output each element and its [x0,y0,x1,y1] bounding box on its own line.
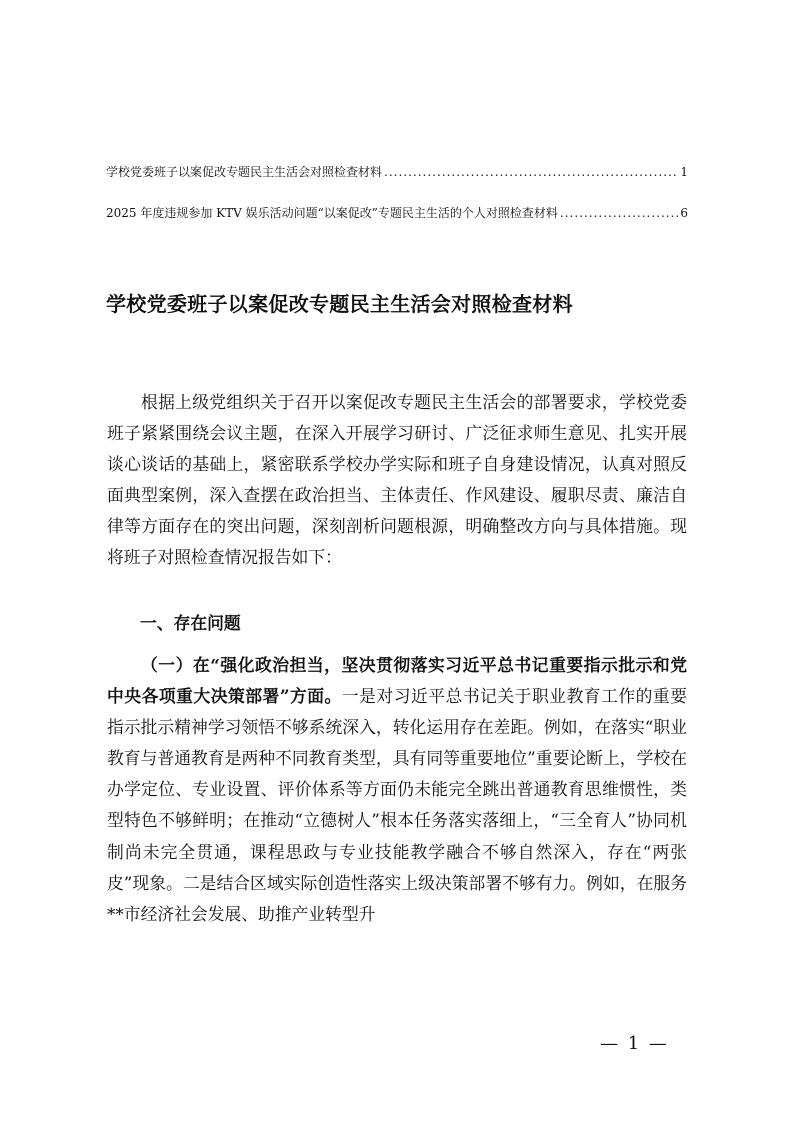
intro-paragraph: 根据上级党组织关于召开以案促改专题民主生活会的部署要求，学校党委班子紧紧围绕会议主题，在深入开展学习研讨、广泛征求师生意见、扎实开展谈心谈话的基础上，紧密联系学校办学实际和班子自身建设情况，认真对照反面典型案例，深入查摆在政治担当、主体责任、作风建设、履职尽责、廉洁自律等方面存在的突出问题，深刻剖析问题根源，明确整改方向与具体措施。现将班子对照检查情况报告如下： [107,392,687,568]
toc-entry-title: 学校党委班子以案促改专题民主生活会对照检查材料 [106,165,383,179]
section-heading: 一、存在问题 [140,613,241,633]
toc-leader-dots [560,205,678,221]
section-body: 一是对习近平总书记关于职业教育工作的重要指示批示精神学习领悟不够系统深入，转化运用存在差距。例如，在落实“职业教育与普通教育是两种不同教育类型，具有同等重要地位”重要论断上，学校在办学定位、专业设置、评价体系等方面仍未能完全跳出普通教育思维惯性，类型特色不够鲜明；在推动“立德树人”根本任务落实落细上，“三全育人”协同机制尚未完全贯通，课程思政与专业技能教学融合不够自然深入，存在“两张皮”现象。二是结合区域实际创造性落实上级决策部署不够有力。例如，在服务**市经济社会发展、助推产业转型升 [107,686,687,924]
toc-entry-page: 6 [680,206,688,220]
toc-leader-dots [384,164,678,180]
section-lead: （一）在“强化政治担当，坚决贯彻落实习近平总书记重要指示批示和党中央各项重大决策部署”方面。 [107,655,687,707]
section-paragraph [107,650,687,930]
page-number: — 1 — [600,1033,669,1054]
document-title: 学校党委班子以案促改专题民主生活会对照检查材料 [106,292,573,316]
toc-entry-title: 2025 年度违规参加 KTV 娱乐活动问题“以案促改”专题民主生活的个人对照检查材料 [106,206,558,220]
toc-entry[interactable] [106,205,688,221]
toc-entry[interactable] [106,164,688,180]
toc-entry-page: 1 [680,165,688,179]
